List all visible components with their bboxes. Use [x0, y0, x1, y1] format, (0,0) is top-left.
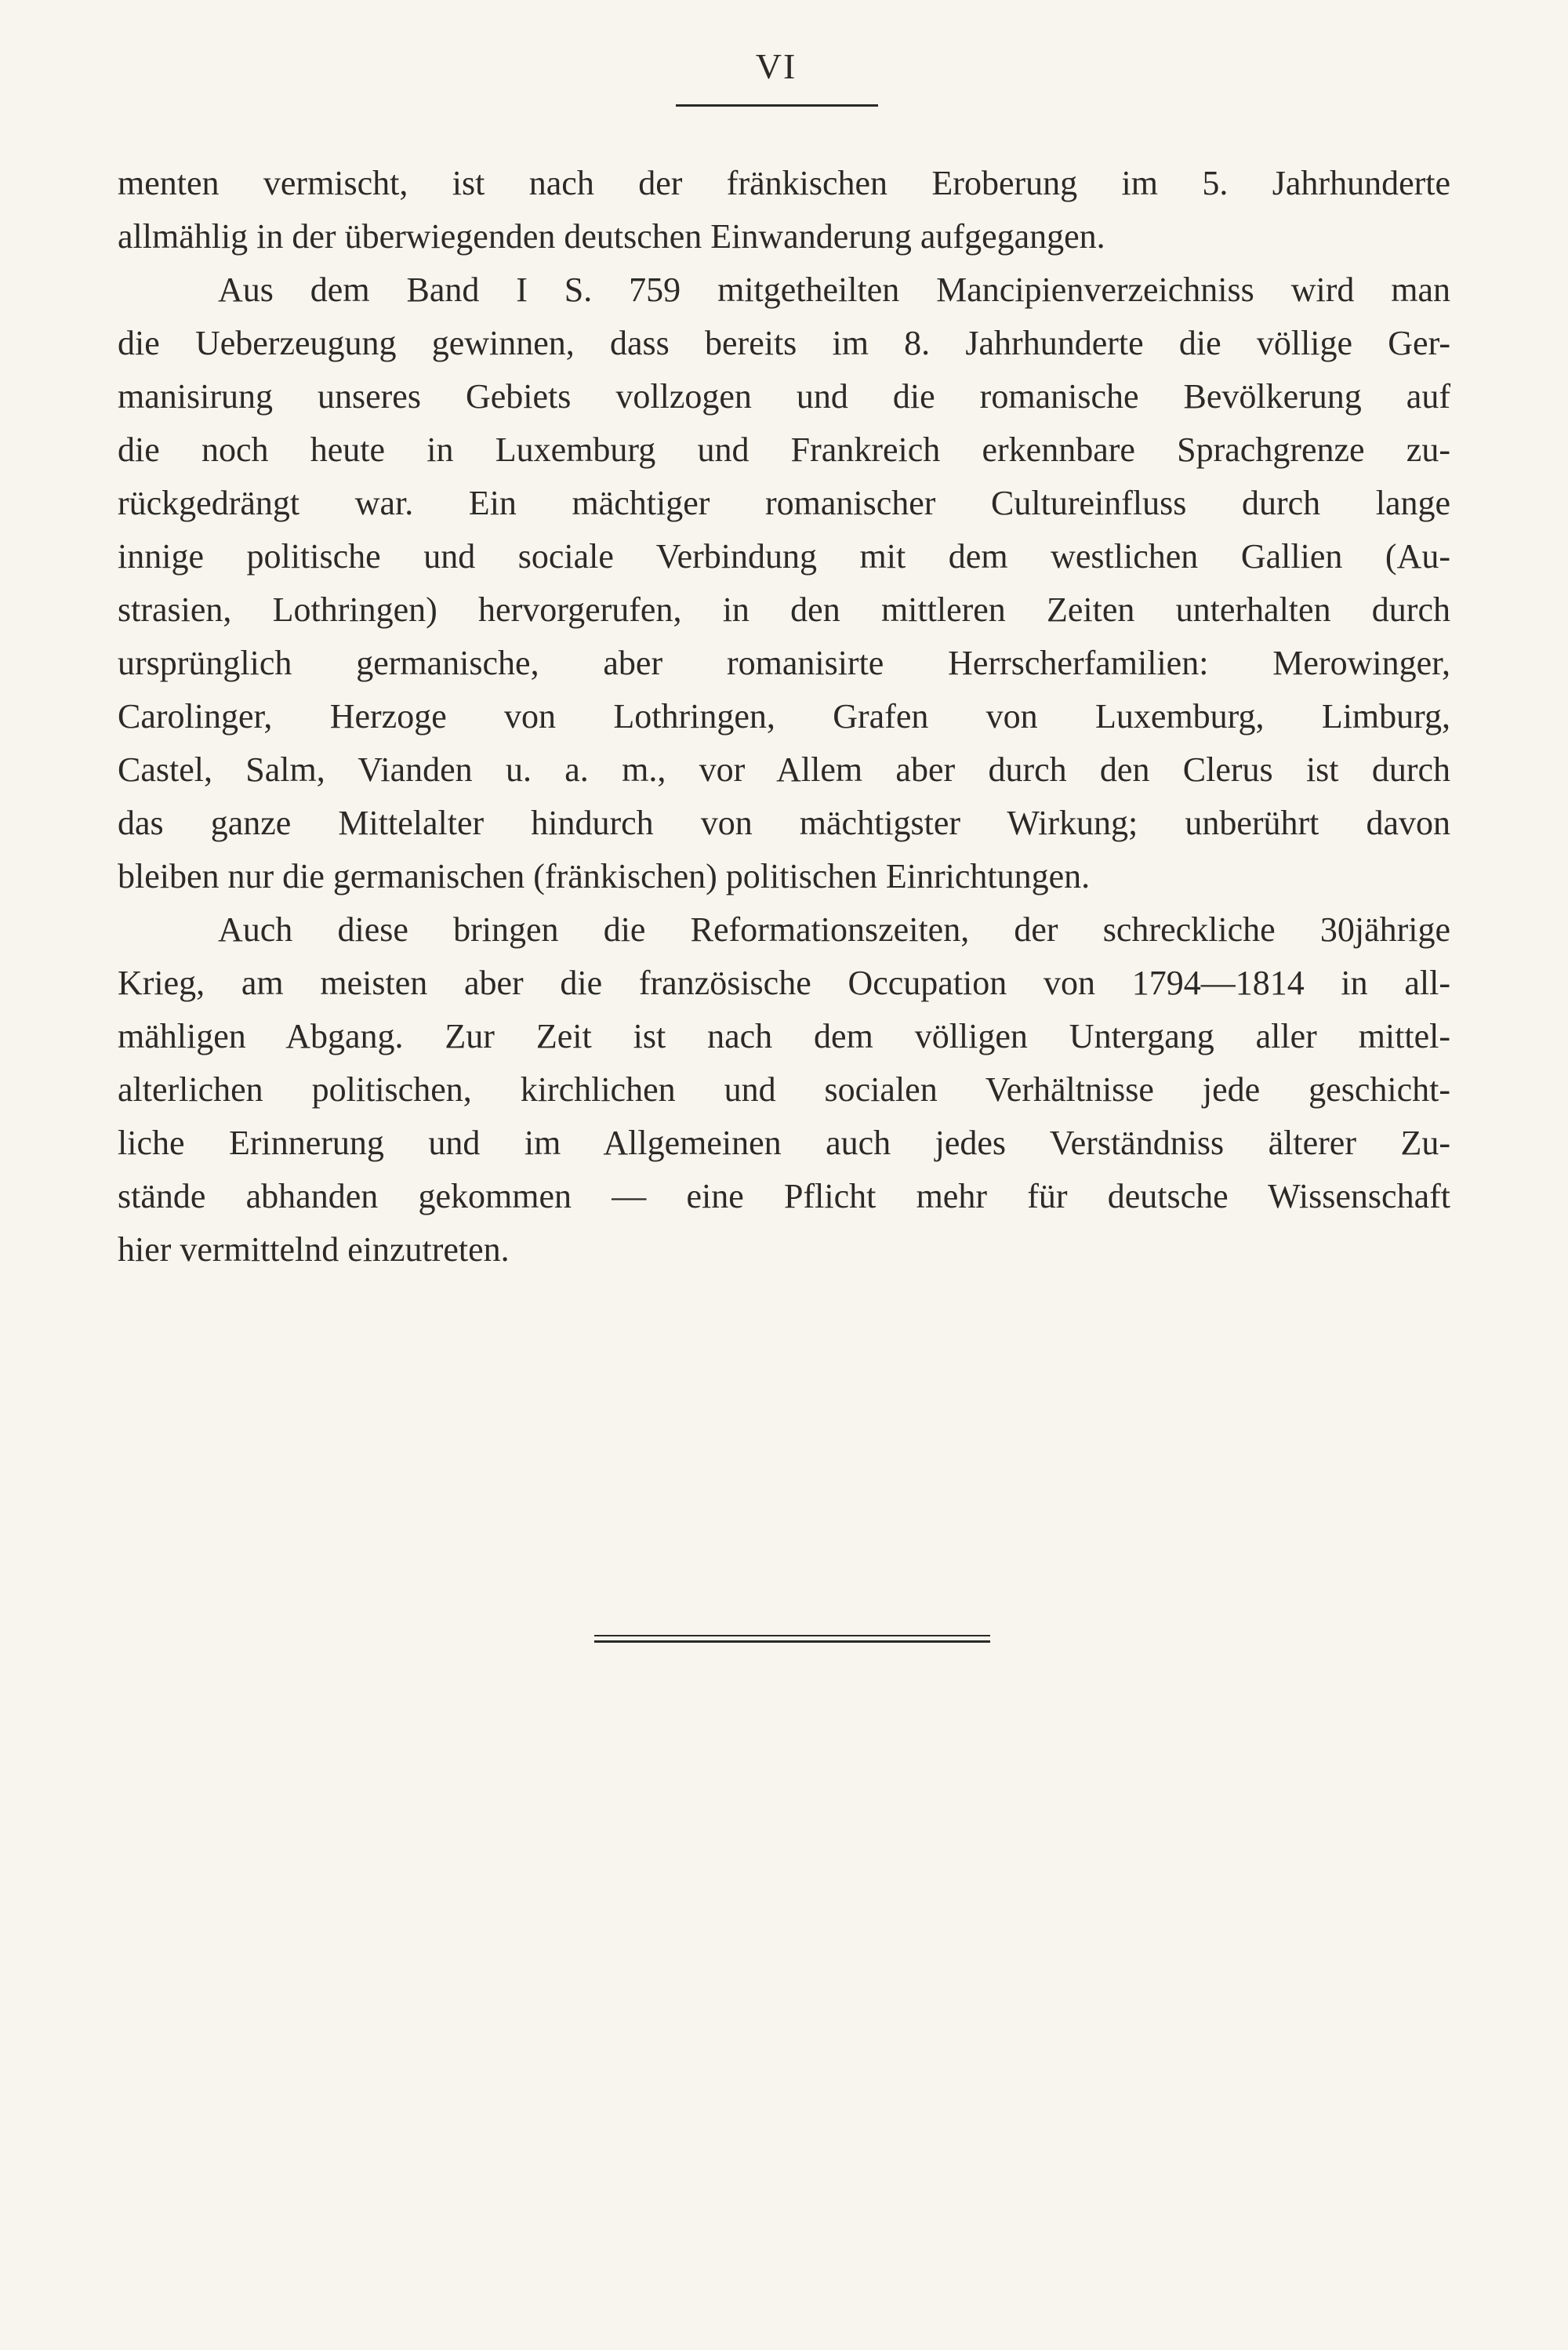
text-line: Aus dem Band I S. 759 mitgetheilten Mancipienverzeichniss wird man — [218, 271, 1450, 309]
text-line: alterlichen politischen, kirchlichen und socialen Verhältnisse jede geschicht- — [118, 1070, 1450, 1109]
text-line: mähligen Abgang. Zur Zeit ist nach dem völligen Untergang aller mittel- — [118, 1017, 1450, 1055]
text-line: Castel, Salm, Vianden u. a. m., vor Allem aber durch den Clerus ist durch — [118, 750, 1450, 789]
end-rule — [594, 1635, 990, 1636]
text-line: menten vermischt, ist nach der fränkischen Eroberung im 5. Jahrhunderte — [118, 164, 1450, 202]
text-line: die Ueberzeugung gewinnen, dass bereits im 8. Jahrhunderte die völlige Ger- — [118, 324, 1450, 362]
text-line: allmählig in der überwiegenden deutschen Einwanderung aufgegangen. — [118, 217, 1105, 256]
text-line: manisirung unseres Gebiets vollzogen und die romanische Bevölkerung auf — [118, 377, 1450, 416]
text-line: Auch diese bringen die Reformationszeiten, der schreckliche 30jährige — [218, 910, 1450, 949]
text-line: hier vermittelnd einzutreten. — [118, 1230, 510, 1269]
text-line: stände abhanden gekommen — eine Pflicht mehr für deutsche Wissenschaft — [118, 1177, 1450, 1215]
text-line: innige politische und sociale Verbindung mit dem westlichen Gallien (Au- — [118, 537, 1450, 576]
text-line: die noch heute in Luxemburg und Frankreich erkennbare Sprachgrenze zu- — [118, 430, 1450, 469]
text-line: Carolinger, Herzoge von Lothringen, Grafen von Luxemburg, Limburg, — [118, 697, 1450, 736]
text-line: bleiben nur die germanischen (fränkischen) politischen Einrichtungen. — [118, 857, 1091, 895]
text-line: Krieg, am meisten aber die französische Occupation von 1794—1814 in all- — [118, 964, 1450, 1002]
text-line: ursprünglich germanische, aber romanisirte Herrscherfamilien: Merowinger, — [118, 644, 1450, 682]
text-line: das ganze Mittelalter hindurch von mächtigster Wirkung; unberührt davon — [118, 804, 1450, 842]
text-line: rückgedrängt war. Ein mächtiger romanischer Cultureinfluss durch lange — [118, 484, 1450, 522]
body-text — [118, 157, 1450, 1277]
header-rule — [676, 104, 878, 107]
text-line: strasien, Lothringen) hervorgerufen, in den mittleren Zeiten unterhalten durch — [118, 590, 1450, 629]
page-number: VI — [755, 46, 797, 86]
end-rule — [594, 1640, 990, 1643]
text-line: liche Erinnerung und im Allgemeinen auch jedes Verständniss älterer Zu- — [118, 1124, 1450, 1162]
